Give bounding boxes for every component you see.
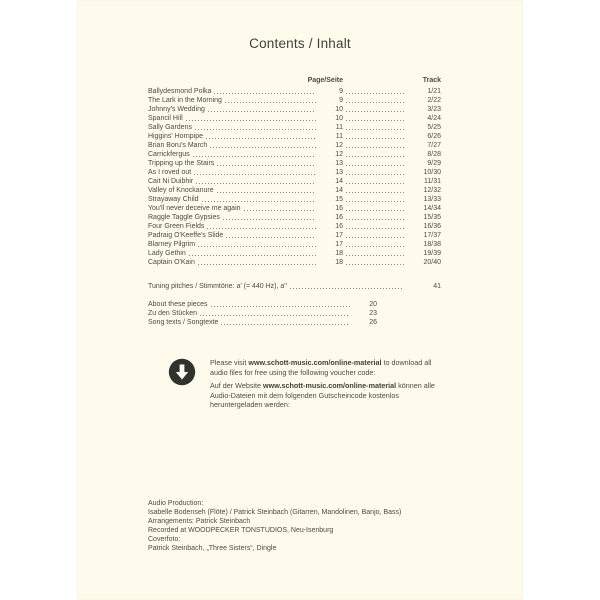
leader-dots (196, 183, 316, 184)
info-rows (148, 300, 441, 327)
leader-dots (211, 306, 350, 307)
toc-row-track: 4/24 (427, 115, 441, 122)
toc-row-track: 13/33 (423, 196, 441, 203)
leader-dots (346, 237, 404, 238)
toc-row-title: Padraig O'Keeffe's Slide (148, 232, 224, 239)
toc-row-title: Captain O'Kain (148, 259, 195, 266)
leader-dots (290, 288, 404, 289)
download-note-de: Auf der Website www.schott-music.com/online-material können alle Audio-Dateien mit dem folgenden Gutscheincode kostenlos heruntergeladen werden: (210, 381, 435, 410)
info-row (148, 309, 441, 318)
leader-dots (346, 102, 404, 103)
leader-dots (346, 192, 404, 193)
track-column-header: Track (422, 77, 441, 84)
leader-dots (221, 324, 350, 325)
toc-row-title: Spancil Hill (148, 115, 183, 122)
toc-row-title: Ballydesmond Polka (148, 88, 212, 95)
toc-row-title: Sally Gardens (148, 124, 192, 131)
toc-row-track: 1/21 (427, 88, 441, 95)
leader-dots (223, 219, 316, 220)
info-row-title: Zu den Stücken (148, 310, 198, 317)
toc-row-track: 6/26 (427, 133, 441, 140)
leader-dots (186, 120, 316, 121)
toc-row-page: 12 (335, 151, 343, 158)
credits-block (148, 499, 401, 553)
leader-dots (346, 255, 404, 256)
toc-row-title: Blarney Pilgrim (148, 241, 196, 248)
contents-table (148, 76, 441, 327)
schott-url-en: www.schott-music.com/online-material (248, 358, 382, 367)
toc-row-track: 16/36 (423, 223, 441, 230)
info-row (148, 300, 441, 309)
toc-row-title: Carrickfergus (148, 151, 190, 158)
toc-row-title: Lady Gethin (148, 250, 186, 257)
header-spacer (148, 76, 308, 85)
leader-dots (217, 192, 316, 193)
credits-line: Patrick Steinbach, „Three Sisters“, Dingle (148, 545, 277, 552)
toc-row-page: 18 (335, 250, 343, 257)
toc-row-title: Strayaway Child (148, 196, 199, 203)
leader-dots (346, 228, 404, 229)
leader-dots (346, 111, 404, 112)
leader-dots (346, 264, 404, 265)
download-note (168, 358, 468, 414)
toc-row-track: 14/34 (423, 205, 441, 212)
toc-row-page: 13 (335, 169, 343, 176)
leader-dots (189, 255, 316, 256)
leader-dots (346, 183, 404, 184)
leader-dots (346, 120, 404, 121)
leader-dots (195, 129, 316, 130)
leader-dots (202, 201, 316, 202)
book-page (77, 0, 523, 600)
toc-row-page: 16 (335, 205, 343, 212)
tuning-pitches-row (148, 282, 441, 291)
download-arrow-icon (168, 358, 196, 386)
leader-dots (206, 138, 316, 139)
toc-row (148, 249, 441, 258)
leader-dots (346, 246, 404, 247)
credits-line: Recorded at WOODPECKER TONSTUDIOS, Neu-Isenburg (148, 527, 334, 534)
toc-row (148, 141, 441, 150)
toc-row-page: 14 (335, 187, 343, 194)
toc-row-page: 11 (335, 133, 343, 140)
toc-row-page: 15 (335, 196, 343, 203)
leader-dots (210, 147, 316, 148)
toc-row-track: 18/38 (423, 241, 441, 248)
toc-row-title: As I roved out (148, 169, 192, 176)
toc-row-track: 15/35 (423, 214, 441, 221)
info-row-title: About these pieces (148, 301, 208, 308)
toc-row-page: 9 (339, 97, 343, 104)
leader-dots (200, 315, 350, 316)
toc-row-track: 3/23 (427, 106, 441, 113)
toc-row-title: Four Green Fields (148, 223, 205, 230)
leader-dots (346, 138, 404, 139)
info-row-page: 20 (369, 301, 377, 308)
download-note-text (210, 358, 450, 414)
toc-row-page: 9 (339, 88, 343, 95)
toc-row-page: 14 (335, 178, 343, 185)
toc-row-title: Higgins' Hornpipe (148, 133, 204, 140)
schott-url-de: www.schott-music.com/online-material (263, 381, 397, 391)
toc-row-track: 19/39 (423, 250, 441, 257)
info-row-page: 23 (369, 310, 377, 317)
toc-row (148, 123, 441, 132)
toc-row (148, 213, 441, 222)
toc-row (148, 168, 441, 177)
toc-row-track: 7/27 (427, 142, 441, 149)
page-column-header: Page/Seite (307, 77, 343, 84)
toc-row (148, 177, 441, 186)
info-row-title: Song texts / Songtexte (148, 319, 219, 326)
toc-row (148, 87, 441, 96)
toc-row-track: 9/29 (427, 160, 441, 167)
toc-row-page: 12 (335, 142, 343, 149)
credits-line: Isabelle Bodenseh (Flöte) / Patrick Steinbach (Gitarren, Mandolinen, Banjo, Bass) (148, 509, 402, 516)
leader-dots (198, 246, 316, 247)
contents-header (148, 76, 441, 85)
leader-dots (346, 147, 404, 148)
toc-row-track: 2/22 (427, 97, 441, 104)
toc-row-track: 20/40 (423, 259, 441, 266)
leader-dots (346, 156, 404, 157)
toc-row-page: 10 (335, 106, 343, 113)
toc-row-track: 17/37 (423, 232, 441, 239)
toc-row (148, 159, 441, 168)
leader-dots (194, 174, 316, 175)
toc-row-title: The Lark in the Morning (148, 97, 222, 104)
toc-row-title: Raggle Taggle Gypsies (148, 214, 220, 221)
leader-dots (346, 201, 404, 202)
leader-dots (346, 129, 404, 130)
toc-row-title: You'll never deceive me again (148, 205, 241, 212)
toc-row (148, 231, 441, 240)
toc-row-page: 11 (335, 124, 343, 131)
leader-dots (193, 156, 316, 157)
toc-row-page: 10 (335, 115, 343, 122)
leader-dots (244, 210, 316, 211)
toc-row (148, 258, 441, 267)
toc-row-page: 18 (335, 259, 343, 266)
toc-row-page: 16 (335, 214, 343, 221)
toc-row-track: 12/32 (423, 187, 441, 194)
toc-row (148, 150, 441, 159)
credits-line: Coverfoto: (148, 536, 181, 543)
toc-row-track: 8/28 (427, 151, 441, 158)
toc-row-page: 16 (335, 223, 343, 230)
leader-dots (346, 165, 404, 166)
toc-row (148, 195, 441, 204)
toc-row (148, 105, 441, 114)
leader-dots (346, 219, 404, 220)
leader-dots (346, 210, 404, 211)
toc-row (148, 114, 441, 123)
leader-dots (346, 93, 404, 94)
leader-dots (207, 228, 316, 229)
download-note-en: Please visit www.schott-music.com/online-material to download all audio files for free using the following voucher code: (210, 358, 432, 377)
tuning-pitches-label: Tuning pitches / Stimmtöne: a' (= 440 Hz), a'' (148, 283, 287, 290)
toc-row (148, 240, 441, 249)
info-row (148, 318, 441, 327)
leader-dots (346, 174, 404, 175)
toc-row-track: 5/25 (427, 124, 441, 131)
credits-line: Audio Production: (148, 500, 204, 507)
leader-dots (225, 102, 316, 103)
leader-dots (208, 111, 316, 112)
toc-row-page: 13 (335, 160, 343, 167)
toc-row (148, 96, 441, 105)
toc-row (148, 204, 441, 213)
toc-row-title: Johnny's Wedding (148, 106, 205, 113)
contents-rows (148, 87, 441, 267)
toc-row (148, 186, 441, 195)
info-row-page: 26 (369, 319, 377, 326)
credits-line: Arrangements: Patrick Steinbach (148, 518, 251, 525)
toc-row (148, 222, 441, 231)
toc-row-page: 17 (335, 241, 343, 248)
leader-dots (198, 264, 316, 265)
toc-row-track: 11/31 (424, 178, 441, 185)
toc-row-title: Tripping up the Stairs (148, 160, 215, 167)
toc-row-title: Cait Ni Duibhir (148, 178, 194, 185)
leader-dots (214, 93, 316, 94)
page-title: Contents / Inhalt (249, 36, 351, 51)
toc-row (148, 132, 441, 141)
toc-row-track: 10/30 (423, 169, 441, 176)
leader-dots (226, 237, 316, 238)
leader-dots (217, 165, 316, 166)
toc-row-page: 17 (335, 232, 343, 239)
toc-row-title: Brian Boru's March (148, 142, 208, 149)
tuning-pitches-track: 41 (433, 283, 441, 290)
toc-row-title: Valley of Knockanure (148, 187, 214, 194)
